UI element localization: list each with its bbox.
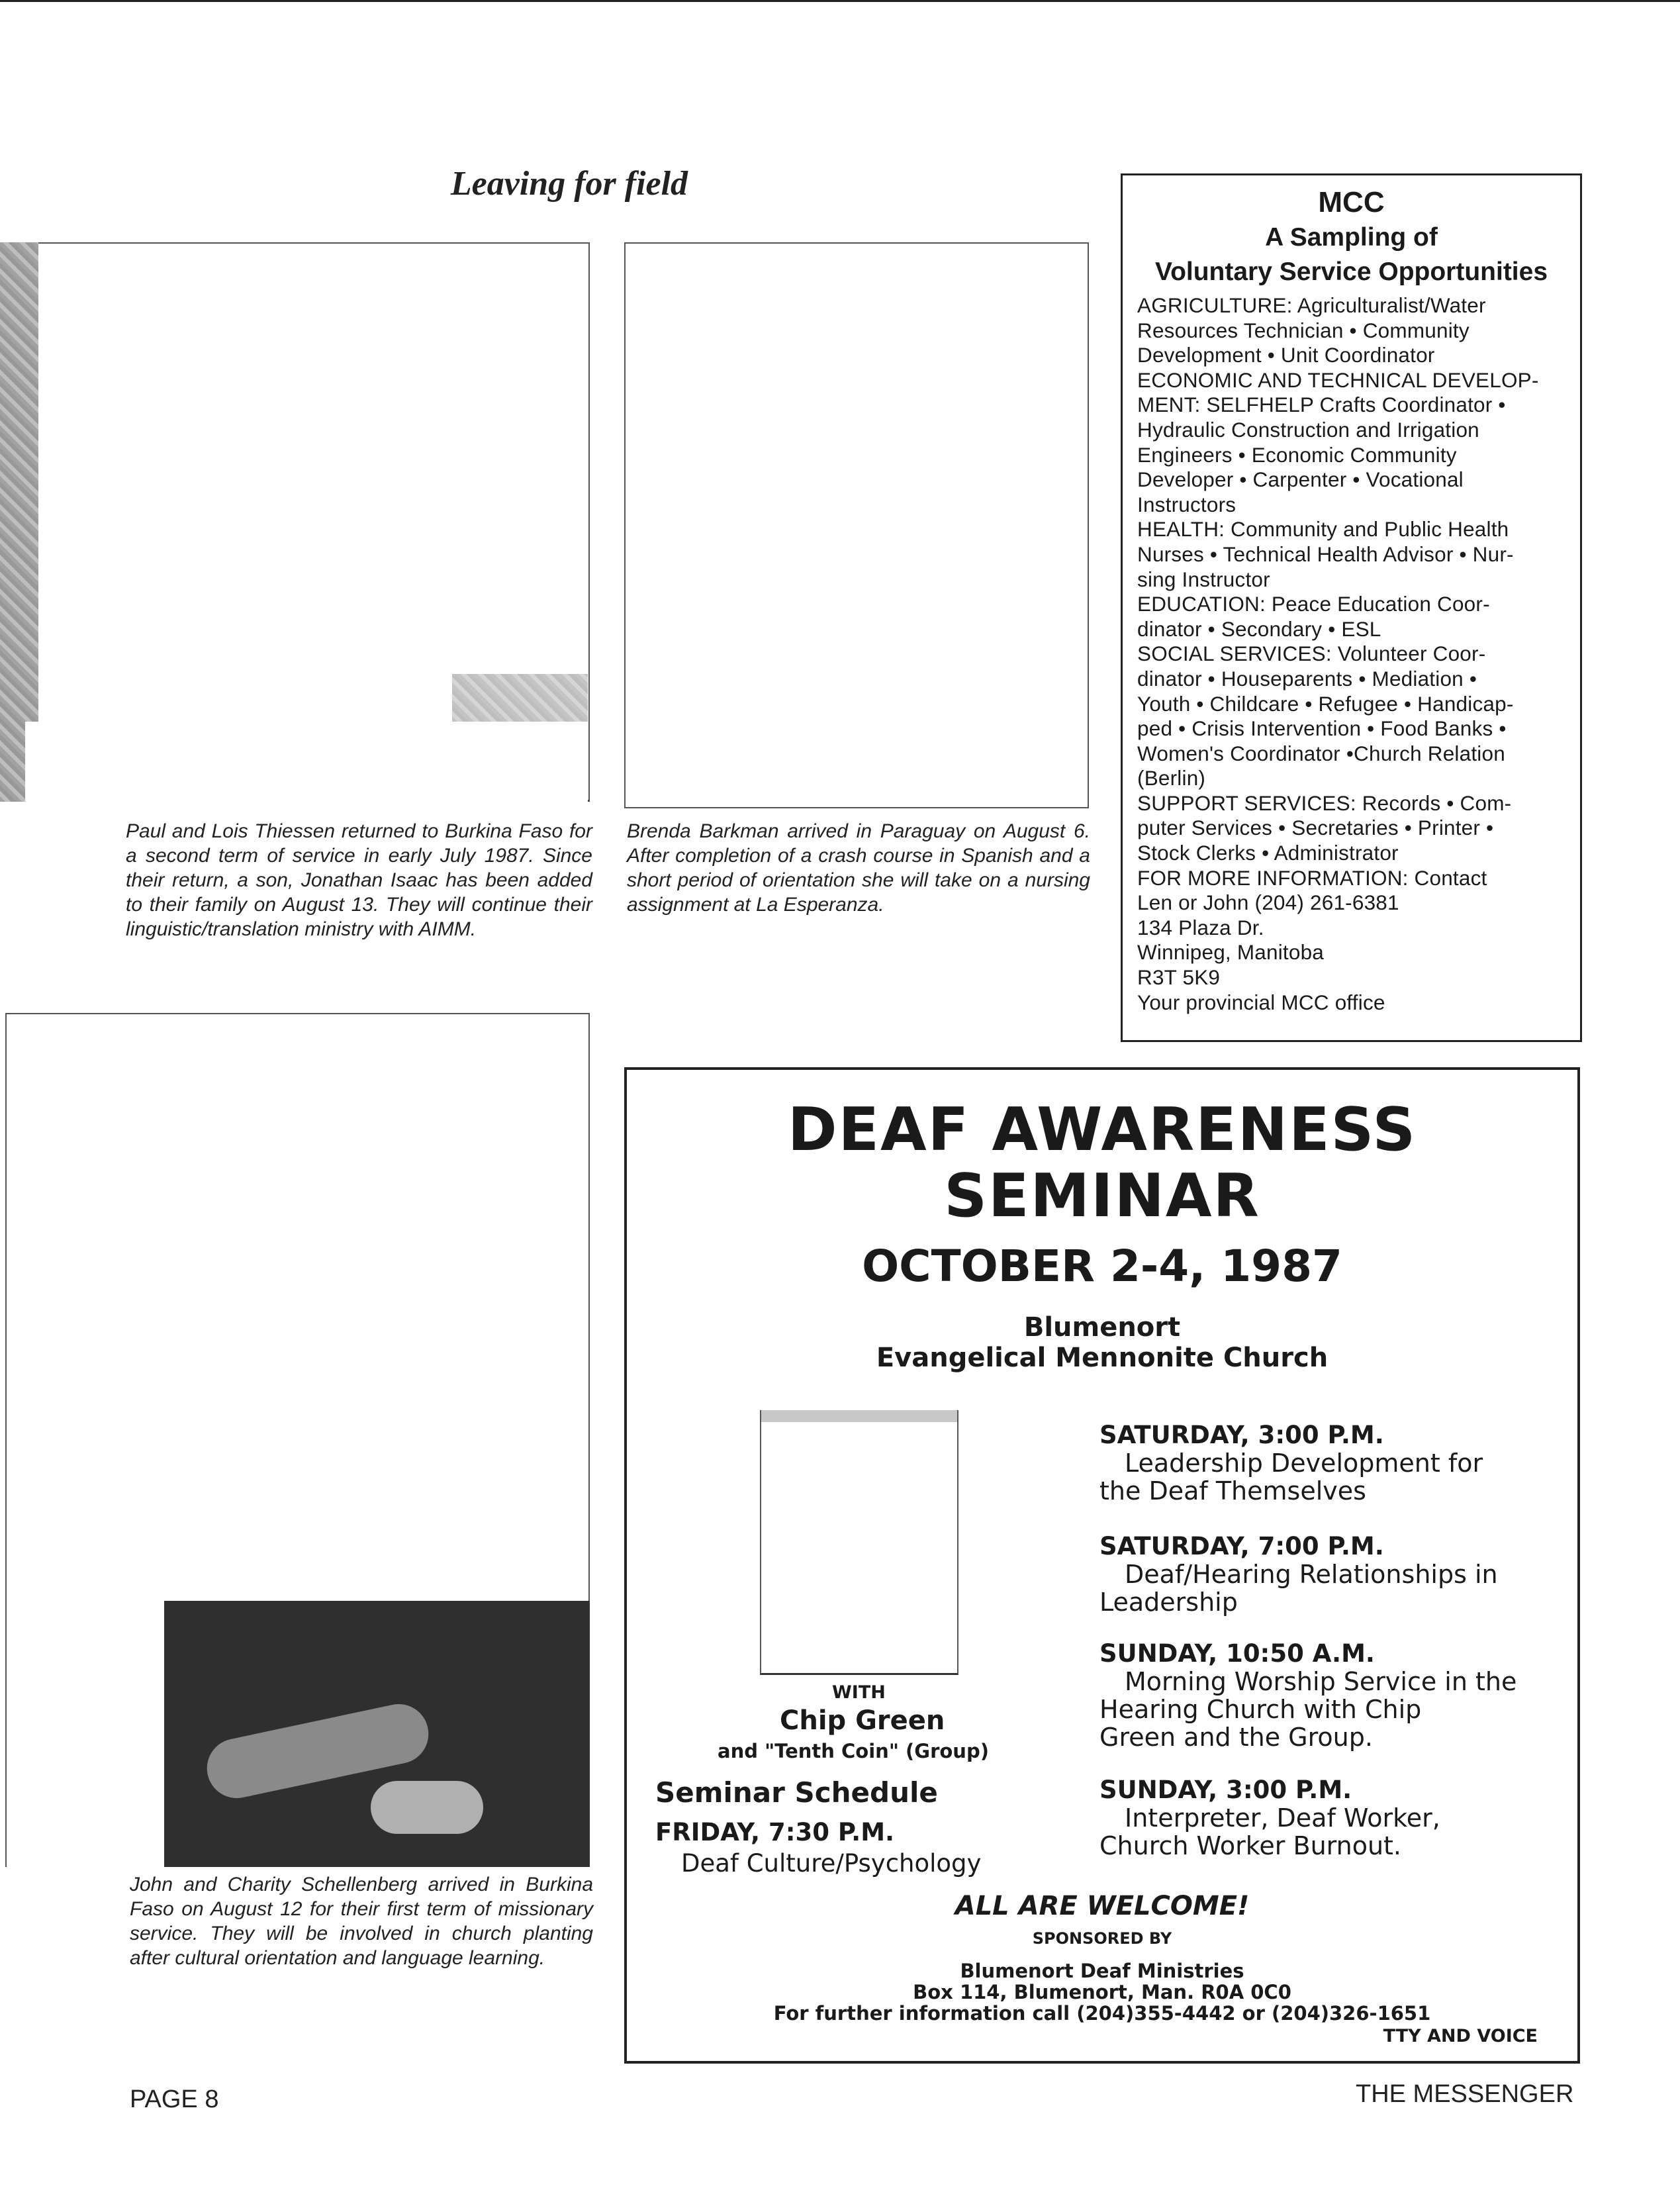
- mcc-opportunity-list: [1137, 293, 1565, 1015]
- mcc-line: Developer • Carpenter • Vocational: [1137, 467, 1464, 492]
- seminar-title-line-1: DEAF AWARENESS: [787, 1095, 1417, 1165]
- mcc-line: Nurses • Technical Health Advisor • Nur-: [1137, 542, 1514, 566]
- session-time: SATURDAY, 3:00 P.M.: [1099, 1421, 1384, 1449]
- mcc-line: Stock Clerks • Administrator: [1137, 841, 1399, 865]
- mcc-line: Development • Unit Coordinator: [1137, 343, 1435, 367]
- sponsor-address: Box 114, Blumenort, Man. R0A 0C0: [913, 1981, 1291, 2003]
- sponsor-name: Blumenort Deaf Ministries: [960, 1960, 1244, 1982]
- barkman-photo: [624, 242, 1089, 808]
- mcc-line: Hydraulic Construction and Irrigation: [1137, 417, 1479, 442]
- guest-group: and "Tenth Coin" (Group): [718, 1740, 989, 1762]
- mcc-line: Women's Coordinator •Church Relation: [1137, 741, 1505, 765]
- mcc-line: (Berlin): [1137, 766, 1206, 790]
- session-topic: the Deaf Themselves: [1099, 1476, 1366, 1505]
- publication-name: THE MESSENGER: [1356, 2080, 1574, 2108]
- mcc-line: ECONOMIC AND TECHNICAL DEVELOP-: [1137, 367, 1539, 392]
- mcc-line: FOR MORE INFORMATION: Contact: [1137, 865, 1487, 890]
- mcc-line: MENT: SELFHELP Crafts Coordinator •: [1137, 393, 1506, 417]
- mcc-line: Engineers • Economic Community: [1137, 442, 1457, 467]
- mcc-line: Len or John (204) 261-6381: [1137, 890, 1399, 915]
- page-number: PAGE 8: [130, 2085, 219, 2113]
- mcc-line: R3T 5K9: [1137, 965, 1221, 990]
- mcc-line: sing Instructor: [1137, 567, 1270, 591]
- mcc-line: dinator • Houseparents • Mediation •: [1137, 666, 1477, 691]
- mcc-opportunities-box: [1121, 173, 1582, 1042]
- mcc-line: AGRICULTURE: Agriculturalist/Water: [1137, 293, 1486, 317]
- thiessen-caption: Paul and Lois Thiessen returned to Burkina Faso for a second term of service in early July 1987. Since their return, a son, Jonathan Isaac has been added to their family on August 13. They will continue their linguistic/translation ministry with AIMM.: [126, 820, 592, 940]
- seminar-title-line-2: SEMINAR: [944, 1161, 1260, 1231]
- mcc-line: ped • Crisis Intervention • Food Banks •: [1137, 716, 1507, 741]
- mcc-line: SUPPORT SERVICES: Records • Com-: [1137, 790, 1512, 815]
- mcc-line: Resources Technician • Community: [1137, 318, 1470, 342]
- section-heading: Leaving for field: [450, 165, 688, 203]
- session-topic: Morning Worship Service in the: [1125, 1667, 1517, 1696]
- guest-name: Chip Green: [780, 1705, 945, 1736]
- session-time: SUNDAY, 10:50 A.M.: [1099, 1639, 1375, 1668]
- photo-top-strip: [761, 1410, 957, 1422]
- host-church-line-2: Evangelical Mennonite Church: [876, 1343, 1329, 1373]
- session-topic: Interpreter, Deaf Worker,: [1125, 1803, 1440, 1833]
- schellenberg-photo-hand: [371, 1781, 483, 1834]
- with-label: WITH: [832, 1682, 886, 1703]
- session-topic: Hearing Church with Chip: [1099, 1695, 1422, 1724]
- mcc-line: dinator • Secondary • ESL: [1137, 616, 1381, 641]
- friday-topic: Deaf Culture/Psychology: [681, 1849, 982, 1878]
- sponsored-by-label: SPONSORED BY: [1032, 1929, 1172, 1948]
- host-church-line-1: Blumenort: [1023, 1312, 1181, 1343]
- mcc-line: 134 Plaza Dr.: [1137, 915, 1264, 939]
- chip-green-photo: [760, 1410, 958, 1675]
- tty-voice-note: TTY AND VOICE: [1383, 2026, 1538, 2046]
- mcc-subtitle-1: A Sampling of: [1265, 223, 1438, 252]
- mcc-line: Winnipeg, Manitoba: [1137, 940, 1325, 965]
- thiessen-photo-mask: [25, 722, 588, 804]
- mcc-line: EDUCATION: Peace Education Coor-: [1137, 592, 1490, 616]
- session-topic: Leadership: [1099, 1588, 1238, 1617]
- contact-info: For further information call (204)355-4442 or (204)326-1651: [773, 2002, 1431, 2025]
- barkman-caption: Brenda Barkman arrived in Paraguay on August 6. After completion of a crash course in Spanish and a short period of orientation she will take on a nursing assignment at La Esperanza.: [627, 820, 1090, 916]
- session-topic: Leadership Development for: [1125, 1449, 1483, 1478]
- welcome-text: ALL ARE WELCOME!: [955, 1891, 1250, 1921]
- mcc-line: Your provincial MCC office: [1137, 990, 1385, 1014]
- schedule-heading: Seminar Schedule: [655, 1776, 938, 1809]
- mcc-subtitle-2: Voluntary Service Opportunities: [1154, 258, 1548, 286]
- session-time: SATURDAY, 7:00 P.M.: [1099, 1532, 1384, 1560]
- mcc-line: Instructors: [1137, 492, 1237, 516]
- session-topic: Deaf/Hearing Relationships in: [1125, 1560, 1498, 1589]
- seminar-dates: OCTOBER 2-4, 1987: [862, 1241, 1342, 1292]
- mcc-line: puter Services • Secretaries • Printer •: [1137, 816, 1494, 840]
- thiessen-photo-edge: [0, 242, 38, 802]
- session-time: SUNDAY, 3:00 P.M.: [1099, 1776, 1352, 1804]
- session-topic: Green and the Group.: [1099, 1723, 1373, 1752]
- mcc-title: MCC: [1318, 186, 1385, 218]
- friday-time: FRIDAY, 7:30 P.M.: [655, 1818, 895, 1846]
- mcc-line: SOCIAL SERVICES: Volunteer Coor-: [1137, 642, 1486, 666]
- mcc-line: HEALTH: Community and Public Health: [1137, 517, 1509, 542]
- schellenberg-caption: John and Charity Schellenberg arrived in Burkina Faso on August 12 for their first term of missionary service. They will be involved in church planting after cultural orientation and language learning.: [130, 1874, 593, 1969]
- session-topic: Church Worker Burnout.: [1099, 1831, 1401, 1860]
- thiessen-photo-fragment: [452, 674, 588, 722]
- mcc-line: Youth • Childcare • Refugee • Handicap-: [1137, 691, 1514, 716]
